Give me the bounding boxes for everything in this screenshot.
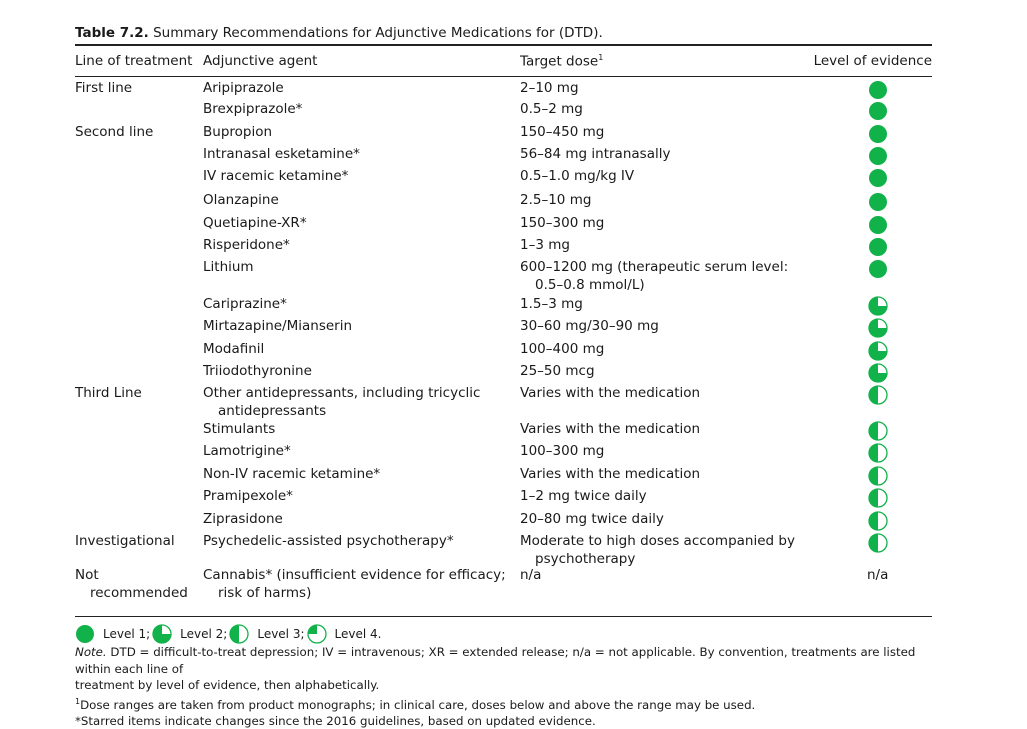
legend-level-4-label: Level 4. bbox=[334, 626, 382, 641]
agent-name: Psychedelic-assisted psychotherapy* bbox=[203, 533, 454, 549]
agent-name: Aripiprazole bbox=[203, 80, 284, 96]
legend-level-4 bbox=[307, 624, 382, 644]
table-title: Summary Recommendations for Adjunctive Medications for (DTD). bbox=[153, 25, 603, 41]
agent-name: Pramipexole* bbox=[203, 488, 293, 504]
target-dose: psychotherapy bbox=[535, 551, 636, 567]
level-2-icon bbox=[868, 296, 886, 314]
agent-name: Brexpiprazole* bbox=[203, 101, 303, 117]
agent-name: Intranasal esketamine* bbox=[203, 146, 360, 162]
table-body bbox=[75, 77, 932, 633]
level-1-icon bbox=[868, 237, 886, 255]
agent-name: antidepressants bbox=[218, 403, 327, 419]
header-agent: Adjunctive agent bbox=[203, 53, 318, 69]
target-dose: 100–300 mg bbox=[520, 443, 605, 459]
table-container bbox=[75, 22, 932, 633]
level-of-evidence-text: n/a bbox=[867, 567, 889, 583]
footnote-1 bbox=[75, 694, 935, 713]
level-4-icon bbox=[307, 624, 331, 644]
level-3-icon bbox=[229, 624, 253, 644]
agent-name: Cannabis* (insufficient evidence for efficacy; bbox=[203, 567, 506, 583]
table-number: Table 7.2. bbox=[75, 25, 149, 41]
target-dose: n/a bbox=[520, 567, 542, 583]
legend-level-2 bbox=[152, 624, 227, 644]
level-1-icon bbox=[868, 80, 886, 98]
line-of-treatment: Not bbox=[75, 567, 99, 583]
target-dose: 0.5–0.8 mmol/L) bbox=[535, 277, 645, 293]
target-dose: 0.5–2 mg bbox=[520, 101, 583, 117]
target-dose: 56–84 mg intranasally bbox=[520, 146, 671, 162]
level-3-icon bbox=[868, 421, 886, 439]
target-dose: 150–450 mg bbox=[520, 124, 605, 140]
header-evidence: Level of evidence bbox=[813, 53, 932, 69]
target-dose: 100–400 mg bbox=[520, 341, 605, 357]
agent-name: Stimulants bbox=[203, 421, 276, 437]
note-label: Note. bbox=[75, 645, 107, 659]
agent-name: Olanzapine bbox=[203, 192, 279, 208]
table-note bbox=[75, 644, 935, 677]
bottom-rule bbox=[75, 616, 932, 617]
level-1-icon bbox=[868, 124, 886, 142]
target-dose: Varies with the medication bbox=[520, 466, 701, 482]
agent-name: risk of harms) bbox=[218, 585, 312, 601]
line-of-treatment: First line bbox=[75, 80, 133, 96]
header-dose bbox=[520, 53, 603, 70]
table-footer bbox=[75, 624, 935, 729]
level-2-icon bbox=[868, 341, 886, 359]
table-note-continued: treatment by level of evidence, then alphabetically. bbox=[75, 678, 380, 692]
target-dose: 1–2 mg twice daily bbox=[520, 488, 647, 504]
level-3-icon bbox=[868, 488, 886, 506]
agent-name: Lithium bbox=[203, 259, 254, 275]
level-1-icon bbox=[868, 192, 886, 210]
level-2-icon bbox=[868, 318, 886, 336]
agent-name: Modafinil bbox=[203, 341, 265, 357]
line-of-treatment: Second line bbox=[75, 124, 154, 140]
target-dose: 2–10 mg bbox=[520, 80, 579, 96]
agent-name: Bupropion bbox=[203, 124, 273, 140]
note-text: DTD = difficult-to-treat depression; IV = intravenous; XR = extended release; n/a = not applicable. By convention, treatments are listed within each line of bbox=[75, 645, 916, 676]
legend-level-2-label: Level 2; bbox=[180, 626, 228, 641]
target-dose: Varies with the medication bbox=[520, 385, 701, 401]
level-1-icon bbox=[868, 215, 886, 233]
table-header bbox=[75, 46, 932, 76]
agent-name: Cariprazine* bbox=[203, 296, 287, 312]
level-3-icon bbox=[868, 385, 886, 403]
target-dose: 600–1200 mg (therapeutic serum level: bbox=[520, 259, 789, 275]
level-1-icon bbox=[75, 624, 99, 644]
legend-level-3 bbox=[229, 624, 304, 644]
agent-name: Other antidepressants, including tricyclic bbox=[203, 385, 481, 401]
legend-level-1-label: Level 1; bbox=[103, 626, 151, 641]
line-of-treatment: recommended bbox=[90, 585, 188, 601]
legend-level-1 bbox=[75, 624, 150, 644]
target-dose: 30–60 mg/30–90 mg bbox=[520, 318, 659, 334]
agent-name: Risperidone* bbox=[203, 237, 290, 253]
footnote-starred: *Starred items indicate changes since the 2016 guidelines, based on updated evidence. bbox=[75, 713, 596, 728]
level-3-icon bbox=[868, 443, 886, 461]
level-3-icon bbox=[868, 511, 886, 529]
line-of-treatment: Third Line bbox=[75, 385, 142, 401]
target-dose: 2.5–10 mg bbox=[520, 192, 592, 208]
agent-name: Non-IV racemic ketamine* bbox=[203, 466, 381, 482]
level-2-icon bbox=[152, 624, 176, 644]
agent-name: Triiodothyronine bbox=[203, 363, 312, 379]
header-line: Line of treatment bbox=[75, 53, 193, 69]
level-1-icon bbox=[868, 146, 886, 164]
agent-name: Ziprasidone bbox=[203, 511, 283, 527]
evidence-legend bbox=[75, 624, 935, 644]
target-dose: Moderate to high doses accompanied by bbox=[520, 533, 795, 549]
table-caption bbox=[75, 22, 932, 44]
level-3-icon bbox=[868, 466, 886, 484]
target-dose: Varies with the medication bbox=[520, 421, 701, 437]
level-3-icon bbox=[868, 533, 886, 551]
agent-name: IV racemic ketamine* bbox=[203, 168, 349, 184]
target-dose: 1.5–3 mg bbox=[520, 296, 583, 312]
target-dose: 0.5–1.0 mg/kg IV bbox=[520, 168, 635, 184]
agent-name: Lamotrigine* bbox=[203, 443, 291, 459]
level-2-icon bbox=[868, 363, 886, 381]
footnote-1-text: Dose ranges are taken from product monographs; in clinical care, doses below and above the range may be used. bbox=[80, 697, 756, 712]
footnote-1-marker: 1 bbox=[75, 696, 81, 706]
header-dose-text: Target dose bbox=[520, 53, 599, 70]
target-dose: 25–50 mcg bbox=[520, 363, 595, 379]
header-dose-footnote: 1 bbox=[598, 53, 604, 62]
agent-name: Quetiapine-XR* bbox=[203, 215, 307, 231]
target-dose: 20–80 mg twice daily bbox=[520, 511, 664, 527]
legend-level-3-label: Level 3; bbox=[257, 626, 305, 641]
line-of-treatment: Investigational bbox=[75, 533, 175, 549]
level-1-icon bbox=[868, 101, 886, 119]
agent-name: Mirtazapine/Mianserin bbox=[203, 318, 353, 334]
level-1-icon bbox=[868, 168, 886, 186]
target-dose: 1–3 mg bbox=[520, 237, 570, 253]
target-dose: 150–300 mg bbox=[520, 215, 605, 231]
level-1-icon bbox=[868, 259, 886, 277]
